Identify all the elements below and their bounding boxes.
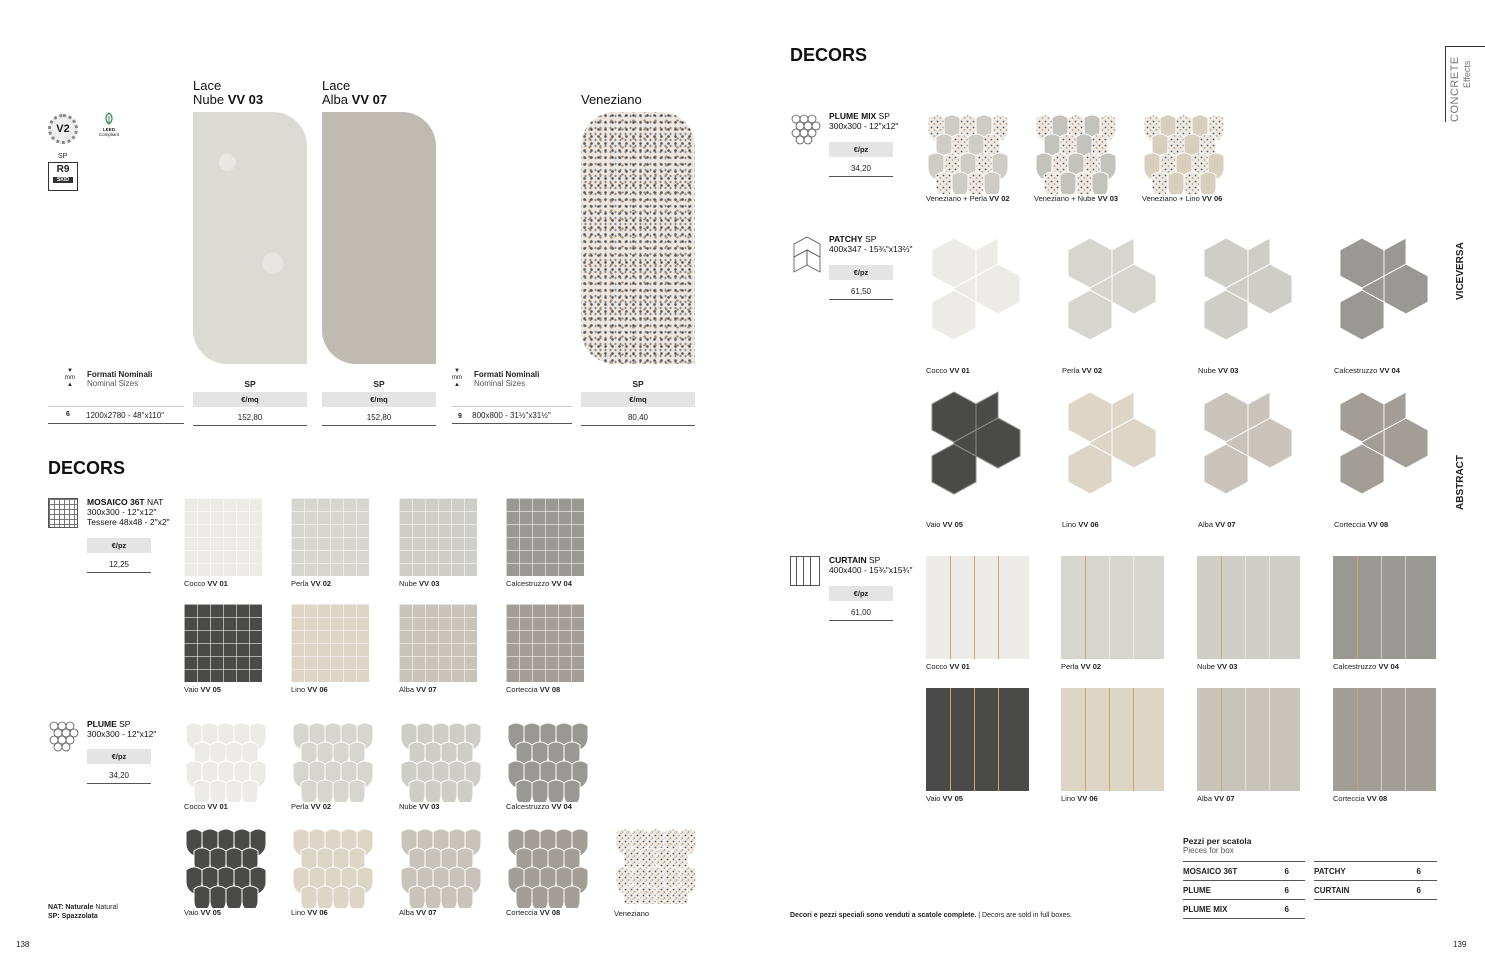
- veneziano-caption: Veneziano: [614, 909, 650, 918]
- tile-caption-name: Veneziano + Nube: [1034, 194, 1096, 203]
- patchy-name: PATCHY SP 400x347 - 15¾"x13⅔": [829, 234, 913, 254]
- patchy-tile: [1060, 236, 1166, 364]
- price-col-lace-alba: SP €/mq 152,80: [322, 379, 436, 426]
- tile-caption-code: VV 06: [305, 908, 328, 917]
- product-lace-nube-title: Lace Nube VV 03: [193, 78, 264, 107]
- box-row-qty: 6: [1416, 886, 1421, 895]
- tile-caption: [926, 366, 970, 375]
- scale-piece: [194, 780, 210, 802]
- tile-caption-name: Perla: [291, 579, 309, 588]
- tile-caption-code: VV 07: [414, 685, 437, 694]
- tile-caption: [1062, 366, 1102, 375]
- scale-piece: [242, 780, 258, 802]
- box-row: [1183, 880, 1305, 899]
- mosaico-name: MOSAICO 36T NAT 300x300 - 12"x12" Tessere 48x48 - 2"x2": [87, 497, 170, 527]
- scale-piece: [242, 886, 258, 908]
- tile-caption-code: VV 05: [198, 908, 221, 917]
- tile-caption-name: Nube: [1197, 662, 1215, 671]
- box-row-name: CURTAIN: [1314, 886, 1350, 895]
- tile-caption-name: Vaio: [184, 685, 199, 694]
- scale-piece: [1184, 172, 1200, 194]
- mosaico-price: €/pz 12,25: [87, 538, 151, 573]
- curtain-stripe: [1085, 688, 1086, 791]
- curtain-tile: [1333, 556, 1436, 659]
- tile-caption-code: VV 02: [1078, 662, 1102, 671]
- plume-tile: [397, 828, 481, 908]
- tile-caption: [399, 802, 439, 811]
- plume-mix-tile: [1032, 114, 1116, 194]
- curtain-stripe: [1133, 556, 1134, 659]
- curtain-stripe: [1245, 688, 1246, 791]
- curtain-stripes-icon: [790, 556, 820, 586]
- tile-caption: [1061, 662, 1101, 671]
- tile-caption-code: VV 06: [1076, 520, 1099, 529]
- tile-caption: [506, 685, 560, 694]
- scale-piece: [210, 780, 226, 802]
- tile-caption: [1198, 520, 1236, 529]
- tile-caption: [291, 908, 328, 917]
- patchy-tile: [1196, 390, 1302, 518]
- scale-piece: [457, 780, 473, 802]
- tile-caption-name: Veneziano + Perla: [926, 194, 988, 203]
- scale-piece: [548, 886, 564, 908]
- tile-caption-code: VV 01: [205, 579, 228, 588]
- curtain-stripe: [1109, 688, 1110, 791]
- curtain-tile: [1197, 556, 1300, 659]
- tile-caption: [926, 194, 1010, 203]
- tile-caption: [1198, 366, 1238, 375]
- tile-caption-name: Corteccia: [1334, 520, 1366, 529]
- tile-caption-code: VV 08: [1364, 794, 1388, 803]
- mosaic-grid-icon: [48, 498, 78, 528]
- tile-caption-code: VV 05: [940, 794, 963, 803]
- side-rule-vertical: [1445, 46, 1446, 122]
- tile-caption: [399, 685, 437, 694]
- page-number-right: 139: [1453, 940, 1467, 949]
- tile-caption: [184, 579, 228, 588]
- box-row-name: MOSAICO 36T: [1183, 867, 1238, 876]
- scale-piece: [672, 886, 688, 904]
- tile-caption-name: Perla: [291, 802, 309, 811]
- curtain-stripe: [1269, 556, 1270, 659]
- box-row-end-rule: [1183, 918, 1305, 919]
- tile-caption: [926, 520, 963, 529]
- scale-piece: [441, 886, 457, 908]
- mosaic-tile: [399, 604, 477, 682]
- scale-piece: [1044, 172, 1060, 194]
- curtain-stripe: [998, 688, 999, 791]
- product-lace-alba-title: Lace Alba VV 07: [322, 78, 388, 107]
- patchy-hex-icon: [790, 235, 824, 280]
- plume-mix-price: €/pz 34,20: [829, 142, 893, 177]
- tile-caption: [1333, 662, 1399, 671]
- tile-caption: [291, 685, 328, 694]
- scale-piece: [194, 886, 210, 908]
- tile-caption-code: VV 03: [1095, 194, 1119, 203]
- tile-caption-code: VV 02: [1079, 366, 1103, 375]
- box-row-end-rule: [1314, 899, 1437, 900]
- scale-piece: [984, 172, 1000, 194]
- scale-piece: [656, 886, 672, 904]
- box-row-qty: 6: [1416, 867, 1421, 876]
- plume-tile: [504, 828, 588, 908]
- box-row-qty: 6: [1284, 886, 1289, 895]
- scale-piece: [1168, 172, 1184, 194]
- scale-piece: [624, 886, 640, 904]
- box-row: [1183, 861, 1305, 880]
- thickness-icon: ▼ mm ▲: [65, 368, 75, 388]
- plume-mix-icon: [790, 113, 822, 150]
- tile-caption-name: Lino: [1061, 794, 1076, 803]
- tile-caption-code: VV 05: [198, 685, 221, 694]
- pieces-per-box-table: Pezzi per scatola Pieces for box MOSAICO 36T 6 PLUME 6 PLUME MIX 6 PATCHY 6 CURTAIN 6: [1183, 836, 1437, 861]
- tile-caption-name: Alba: [1197, 794, 1213, 803]
- v2-badge: V2: [48, 114, 78, 144]
- box-row-name: PLUME MIX: [1183, 905, 1228, 914]
- plume-tile: [182, 828, 266, 908]
- curtain-stripe: [1357, 556, 1358, 659]
- plume-tile: [289, 828, 373, 908]
- side-rule: [1445, 46, 1485, 47]
- box-row-qty: 6: [1284, 905, 1289, 914]
- tile-caption-code: VV 02: [987, 194, 1010, 203]
- scale-piece: [516, 886, 532, 908]
- tile-caption-name: Cocco: [926, 366, 948, 375]
- scale-piece: [1076, 172, 1092, 194]
- curtain-stripe: [1381, 688, 1382, 791]
- tile-caption-name: Nube: [1198, 366, 1216, 375]
- curtain-stripe: [1381, 556, 1382, 659]
- tile-caption-name: Cocco: [184, 802, 206, 811]
- scale-piece: [349, 780, 365, 802]
- tile-caption: [291, 579, 331, 588]
- scale-piece: [952, 172, 968, 194]
- scale-piece: [1152, 172, 1168, 194]
- scale-piece: [425, 780, 441, 802]
- tile-caption-name: Calcestruzzo: [506, 802, 550, 811]
- tile-caption-name: Lino: [1062, 520, 1077, 529]
- box-row-name: PATCHY: [1314, 867, 1346, 876]
- tile-caption-code: VV 06: [1199, 194, 1223, 203]
- tile-caption-name: Calcestruzzo: [1333, 662, 1377, 671]
- curtain-price: €/pz 61,00: [829, 586, 893, 621]
- plume-name: PLUME SP 300x300 - 12"x12": [87, 719, 157, 739]
- r9-badge: R9 SKID: [48, 162, 78, 191]
- scale-piece: [936, 172, 952, 194]
- tile-caption: [1062, 520, 1099, 529]
- tile-caption: [1334, 366, 1400, 375]
- scale-piece: [564, 886, 580, 908]
- tile-caption-code: VV 04: [549, 802, 572, 811]
- side-label-abstract: ABSTRACT: [1455, 455, 1466, 510]
- scale-piece: [516, 780, 532, 802]
- tile-caption: [1197, 662, 1237, 671]
- leed-icon: LEED Compliant: [96, 112, 122, 137]
- curtain-tile: [926, 556, 1029, 659]
- decors-title-right: DECORS: [790, 45, 868, 65]
- tile-caption-code: VV 02: [308, 579, 332, 588]
- box-row: [1183, 899, 1305, 918]
- plume-tile: [504, 722, 588, 802]
- mosaic-tile: [184, 498, 262, 576]
- price-col-veneziano: SP €/mq 80,40: [581, 379, 695, 426]
- tile-caption-name: Corteccia: [506, 908, 538, 917]
- scale-piece: [564, 780, 580, 802]
- patchy-price: €/pz 61,50: [829, 265, 893, 300]
- tile-caption-code: VV 04: [549, 579, 572, 588]
- tile-caption-code: VV 03: [416, 802, 440, 811]
- patchy-tile: [1332, 390, 1438, 518]
- format-size-1: 6 1200x2780 - 48"x110": [48, 406, 184, 424]
- curtain-stripe: [1405, 556, 1406, 659]
- tile-caption: [1034, 194, 1118, 203]
- tile-caption: [1197, 794, 1235, 803]
- tile-caption-code: VV 04: [1376, 662, 1399, 671]
- tile-caption-code: VV 08: [1365, 520, 1389, 529]
- curtain-stripe: [1085, 556, 1086, 659]
- tile-caption-name: Vaio: [926, 520, 941, 529]
- scale-piece: [349, 886, 365, 908]
- curtain-name: CURTAIN SP 400x400 - 15¾"x15¾": [829, 555, 913, 575]
- tile-caption-code: VV 07: [1213, 520, 1236, 529]
- tile-caption-code: VV 07: [414, 908, 437, 917]
- mosaic-tile: [291, 498, 369, 576]
- thickness-icon: ▼ mm ▲: [452, 368, 462, 388]
- tile-caption-name: Alba: [399, 908, 415, 917]
- tile-caption-name: Cocco: [926, 662, 948, 671]
- tile-caption-name: Corteccia: [1333, 794, 1365, 803]
- tile-caption: [1334, 520, 1388, 529]
- tile-caption: [1142, 194, 1222, 203]
- tile-caption: [1333, 794, 1387, 803]
- scale-piece: [210, 886, 226, 908]
- box-row: [1314, 880, 1437, 899]
- curtain-stripe: [1357, 688, 1358, 791]
- finish-legend: NAT: Naturale Natural SP: Spazzolata: [48, 904, 118, 920]
- tile-caption-code: VV 06: [1075, 794, 1098, 803]
- tile-caption-name: Cocco: [184, 579, 206, 588]
- scale-piece: [548, 780, 564, 802]
- curtain-stripe: [1221, 556, 1222, 659]
- curtain-tile: [1333, 688, 1436, 791]
- curtain-stripe: [998, 556, 999, 659]
- tile-caption: [926, 662, 970, 671]
- tile-caption-code: VV 08: [537, 908, 561, 917]
- tile-caption: [506, 579, 572, 588]
- curtain-stripe: [1245, 556, 1246, 659]
- page-number-left: 138: [16, 940, 30, 949]
- scale-piece: [425, 886, 441, 908]
- plume-tile: [289, 722, 373, 802]
- format-block-2: ▼ mm ▲ Formati Nominali Nominal Sizes: [452, 368, 540, 388]
- scale-piece: [409, 886, 425, 908]
- price-col-lace-nube: SP €/mq 152,80: [193, 379, 307, 426]
- mosaic-tile: [184, 604, 262, 682]
- tile-caption-name: Nube: [399, 579, 417, 588]
- plume-mix-name: PLUME MIX SP 300x300 - 12"x12": [829, 111, 899, 131]
- slab-lace-alba-image: [322, 112, 436, 364]
- tile-caption-name: Veneziano + Lino: [1142, 194, 1200, 203]
- curtain-tile: [926, 688, 1029, 791]
- tile-caption-code: VV 03: [416, 579, 440, 588]
- box-row-qty: 6: [1284, 867, 1289, 876]
- curtain-stripe: [1405, 688, 1406, 791]
- scale-piece: [968, 172, 984, 194]
- tile-caption-code: VV 01: [947, 662, 970, 671]
- decors-title-left: DECORS: [48, 458, 126, 478]
- scale-piece: [1200, 172, 1216, 194]
- tile-caption: [399, 579, 439, 588]
- format-block-1: ▼ mm ▲ Formati Nominali Nominal Sizes: [65, 368, 153, 388]
- curtain-stripe: [974, 688, 975, 791]
- tile-caption: [291, 802, 331, 811]
- scale-piece: [441, 780, 457, 802]
- plume-mix-tile: [1140, 114, 1224, 194]
- side-label-effects: Effects: [1462, 60, 1472, 88]
- tile-caption: [1061, 794, 1098, 803]
- slab-veneziano-image: [581, 112, 695, 364]
- box-row: [1314, 861, 1437, 880]
- scale-piece: [226, 780, 242, 802]
- curtain-stripe: [1133, 688, 1134, 791]
- scale-piece: [333, 780, 349, 802]
- product-veneziano-title: Veneziano: [581, 92, 642, 107]
- slab-lace-nube-image: [193, 112, 307, 364]
- tile-caption: [184, 908, 221, 917]
- tile-caption: [506, 908, 560, 917]
- plume-price: €/pz 34,20: [87, 749, 151, 784]
- scale-piece: [226, 886, 242, 908]
- scale-piece: [317, 780, 333, 802]
- scale-piece: [532, 886, 548, 908]
- scale-piece: [301, 780, 317, 802]
- tile-caption-code: VV 04: [1377, 366, 1400, 375]
- mosaic-tile: [399, 498, 477, 576]
- plume-mix-tile: [924, 114, 1008, 194]
- tile-caption-code: VV 03: [1215, 366, 1239, 375]
- curtain-stripe: [950, 556, 951, 659]
- tile-caption-name: Alba: [399, 685, 415, 694]
- plume-veneziano-image: [612, 828, 696, 909]
- scale-piece: [640, 886, 656, 904]
- tile-caption-name: Corteccia: [506, 685, 538, 694]
- patchy-tile: [1196, 236, 1302, 364]
- scale-piece: [333, 886, 349, 908]
- tile-caption-name: Lino: [291, 908, 306, 917]
- scale-piece: [1092, 172, 1108, 194]
- patchy-tile: [924, 390, 1030, 518]
- curtain-stripe: [1269, 688, 1270, 791]
- patchy-tile: [1060, 390, 1166, 518]
- curtain-tile: [1197, 688, 1300, 791]
- tile-caption-name: Lino: [291, 685, 306, 694]
- sp-label: SP: [58, 153, 68, 160]
- scale-piece: [457, 886, 473, 908]
- tile-caption: [184, 802, 228, 811]
- tile-caption-name: Vaio: [184, 908, 199, 917]
- scale-piece: [532, 780, 548, 802]
- tile-caption-code: VV 08: [537, 685, 561, 694]
- plume-scale-icon: [48, 720, 80, 757]
- patchy-tile: [1332, 236, 1438, 364]
- tile-caption: [184, 685, 221, 694]
- tile-caption: [926, 794, 963, 803]
- tile-caption-code: VV 06: [305, 685, 328, 694]
- tile-caption-name: Nube: [399, 802, 417, 811]
- mosaic-tile: [291, 604, 369, 682]
- curtain-tile: [1061, 556, 1164, 659]
- tile-caption-name: Calcestruzzo: [1334, 366, 1378, 375]
- tile-caption-code: VV 02: [308, 802, 332, 811]
- tile-caption-code: VV 07: [1212, 794, 1235, 803]
- mosaic-tile: [506, 604, 584, 682]
- tile-caption-code: VV 01: [205, 802, 228, 811]
- scale-piece: [1060, 172, 1076, 194]
- box-row-name: PLUME: [1183, 886, 1211, 895]
- side-label-viceversa: VICEVERSA: [1455, 242, 1466, 300]
- tile-caption: [399, 908, 437, 917]
- plume-tile: [397, 722, 481, 802]
- format-size-2: 9 800x800 - 31½"x31½": [452, 406, 572, 424]
- curtain-tile: [1061, 688, 1164, 791]
- tile-caption-name: Alba: [1198, 520, 1214, 529]
- scale-piece: [301, 886, 317, 908]
- patchy-tile: [924, 236, 1030, 364]
- tile-caption-name: Vaio: [926, 794, 941, 803]
- curtain-stripe: [974, 556, 975, 659]
- tile-caption-name: Calcestruzzo: [506, 579, 550, 588]
- curtain-stripe: [1221, 688, 1222, 791]
- curtain-stripe: [1109, 556, 1110, 659]
- tile-caption-name: Perla: [1061, 662, 1079, 671]
- mosaic-tile: [506, 498, 584, 576]
- tile-caption-name: Perla: [1062, 366, 1080, 375]
- curtain-stripe: [950, 688, 951, 791]
- scale-piece: [409, 780, 425, 802]
- footnote: Decori e pezzi speciali sono venduti a scatole complete. | Decors are sold in full boxes.: [790, 912, 1072, 919]
- tile-caption-code: VV 03: [1214, 662, 1238, 671]
- side-label-concrete: CONCRETE: [1449, 56, 1461, 122]
- tile-caption: [506, 802, 572, 811]
- plume-tile: [182, 722, 266, 802]
- tile-caption-code: VV 01: [947, 366, 970, 375]
- scale-piece: [317, 886, 333, 908]
- tile-caption-code: VV 05: [940, 520, 963, 529]
